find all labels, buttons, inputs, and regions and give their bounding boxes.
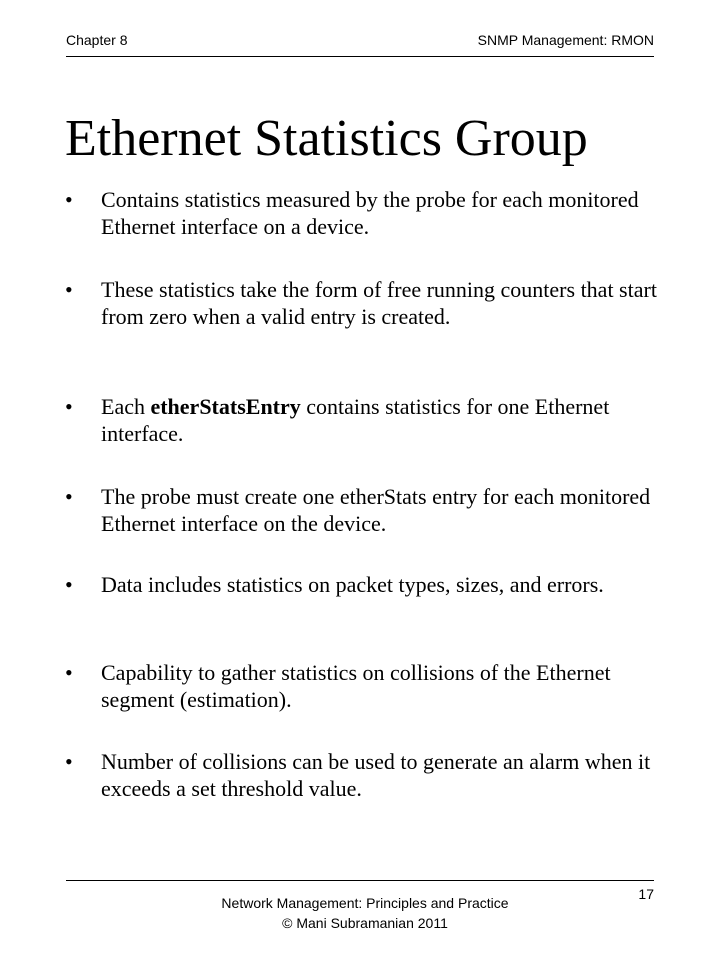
bullet-icon: • [65, 484, 73, 509]
bullet-text: These statistics take the form of free running counters that start from zero when a valid entry is created. [101, 277, 657, 329]
bullet-item [65, 393, 665, 447]
bullet-item [65, 276, 665, 330]
bullet-text-suffix: contains statistics for one Ethernet interface. [101, 394, 610, 446]
header-divider [66, 56, 654, 57]
chapter-label: Chapter 8 [66, 32, 128, 48]
bullet-icon: • [65, 277, 73, 302]
topic-label: SNMP Management: RMON [477, 32, 654, 48]
book-title: Network Management: Principles and Practice [221, 895, 509, 911]
bullet-text-prefix: Each [101, 394, 151, 419]
bullet-icon: • [65, 394, 73, 419]
bullet-item [65, 748, 665, 802]
bullet-item [65, 659, 665, 713]
footer-credits [160, 893, 570, 933]
bullet-item [65, 483, 665, 537]
bullet-text: Capability to gather statistics on collisions of the Ethernet segment (estimation). [101, 660, 611, 712]
bullet-text [101, 393, 665, 447]
bullet-item [65, 186, 665, 240]
bullet-text: The probe must create one etherStats entry for each monitored Ethernet interface on the device. [101, 484, 651, 536]
bullet-text: Contains statistics measured by the probe for each monitored Ethernet interface on a device. [101, 187, 639, 239]
bullet-icon: • [65, 749, 73, 774]
copyright-notice: © Mani Subramanian 2011 [282, 915, 448, 931]
slide-title: Ethernet Statistics Group [65, 110, 588, 167]
bullet-item [65, 571, 665, 598]
bullet-text: Number of collisions can be used to generate an alarm when it exceeds a set threshold value. [101, 749, 651, 801]
bullet-text: Data includes statistics on packet types, sizes, and errors. [101, 572, 604, 597]
bullet-icon: • [65, 187, 73, 212]
bullet-icon: • [65, 572, 73, 597]
ether-stats-entry-term: etherStatsEntry [150, 394, 301, 419]
footer-divider [66, 880, 654, 881]
page-number: 17 [638, 886, 654, 902]
bullet-icon: • [65, 660, 73, 685]
